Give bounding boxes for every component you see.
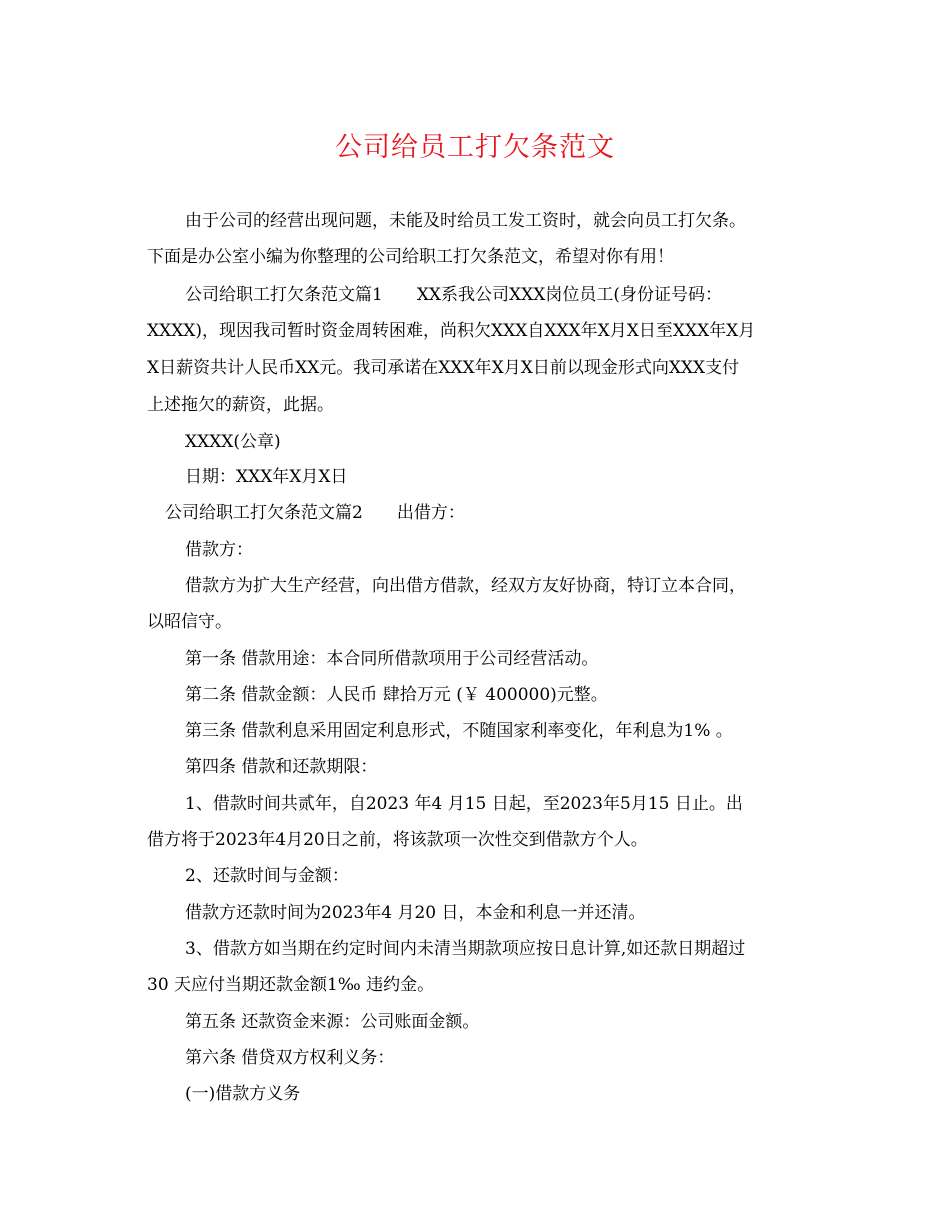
date-line: 日期：XXX年X月X日 — [185, 467, 348, 487]
paragraph-line: 借方将于2023年4月20日之前，将该款项一次性交到借款方个人。 — [147, 830, 648, 850]
paragraph-line: 下面是办公室小编为你整理的公司给职工打欠条范文，希望对你有用！ — [147, 247, 674, 267]
subsection-line: (一)借款方义务 — [185, 1084, 301, 1104]
section-text: XX系我公司XXX岗位员工(身份证号码： — [416, 285, 722, 305]
article-line: 第五条 还款资金来源：公司账面金额。 — [185, 1012, 480, 1032]
section-heading: 公司给职工打欠条范文篇1 — [185, 285, 383, 305]
article-line: 第三条 借款利息采用固定利息形式，不随国家利率变化，年利息为1% 。 — [185, 721, 733, 741]
section-heading-line — [165, 501, 465, 525]
document-title: 公司给员工打欠条范文 — [335, 132, 615, 163]
company-seal-line: XXXX(公章) — [185, 432, 281, 452]
article-line: 第一条 借款用途：本合同所借款项用于公司经营活动。 — [185, 649, 599, 669]
section-heading: 公司给职工打欠条范文篇2 — [165, 503, 363, 523]
article-line: 第二条 借款金额：人民币 肆拾万元 (￥ 400000)元整。 — [185, 685, 608, 705]
paragraph-line: 30 天应付当期还款金额1‰ 违约金。 — [147, 975, 435, 995]
paragraph-line: 以昭信守。 — [147, 612, 232, 632]
paragraph-line: X日薪资共计人民币XX元。我司承诺在XXX年X月X日前以现金形式向XXX支付 — [147, 358, 740, 378]
article-line: 第六条 借贷双方权利义务： — [185, 1048, 395, 1068]
section-heading-line — [185, 283, 722, 307]
article-line: 第四条 借款和还款期限： — [185, 757, 378, 777]
paragraph-line: 借款方： — [185, 540, 253, 560]
paragraph-line: 1、借款时间共贰年，自2023 年4 月15 日起，至2023年5月15 日止。出 — [185, 794, 743, 814]
paragraph-line: 由于公司的经营出现问题，未能及时给员工发工资时，就会向员工打欠条。 — [185, 211, 746, 231]
paragraph-line: 3、借款方如当期在约定时间内未清当期款项应按日息计算,如还款日期超过 — [185, 939, 746, 959]
section-text: 出借方： — [396, 503, 465, 523]
paragraph-line: XXXX)，现因我司暂时资金周转困难，尚积欠XXX自XXX年X月X日至XXX年X月 — [147, 321, 756, 341]
paragraph-line: 借款方为扩大生产经营，向出借方借款，经双方友好协商，特订立本合同， — [185, 576, 746, 596]
paragraph-line: 借款方还款时间为2023年4 月20 日，本金和利息一并还清。 — [185, 903, 646, 923]
paragraph-line: 上述拖欠的薪资，此据。 — [147, 395, 334, 415]
paragraph-line: 2、还款时间与金额： — [185, 866, 349, 886]
